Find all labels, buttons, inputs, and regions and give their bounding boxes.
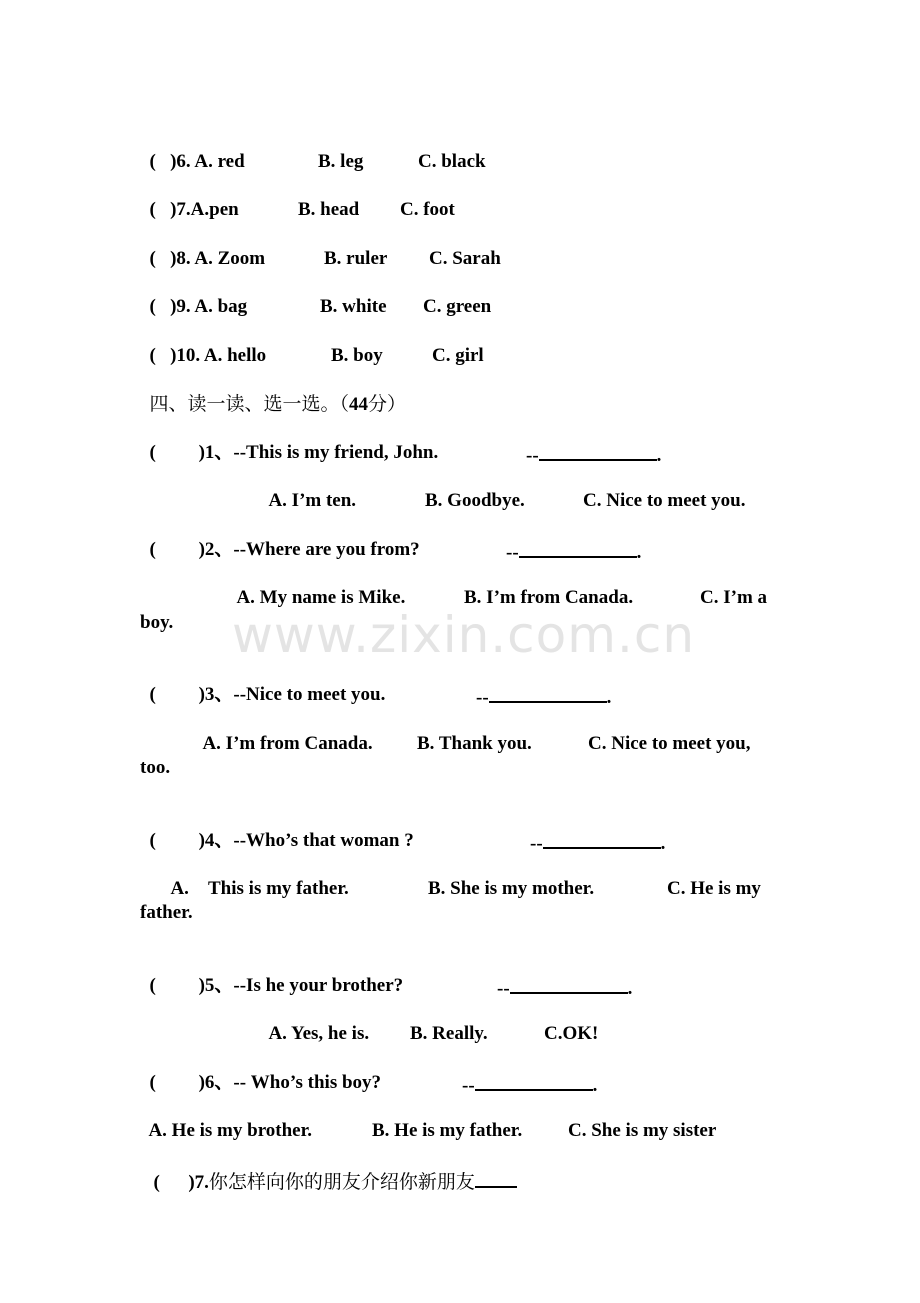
option-b: B. leg	[318, 151, 364, 172]
section-title: 四、读一读、选一选。（	[149, 393, 350, 415]
option-a: A. I’m from Canada.	[202, 733, 373, 754]
question-label: ( )5、--Is he your brother?	[149, 975, 404, 996]
answer-slot	[497, 974, 632, 1001]
option-c: C. Nice to meet you.	[583, 490, 746, 511]
period: .	[592, 1075, 598, 1096]
question-5	[140, 950, 633, 999]
option-b: B. Really.	[410, 1023, 488, 1044]
option-b: B. white	[320, 296, 387, 317]
part3-row-9	[140, 271, 492, 319]
answer-slot	[476, 683, 611, 710]
option-b: B. head	[298, 199, 360, 220]
option-b: B. I’m from Canada.	[464, 587, 634, 608]
dash: --	[476, 687, 489, 708]
period: .	[606, 687, 612, 708]
option-c: C. He is my	[667, 878, 761, 899]
question-label: ( )6、-- Who’s this boy?	[149, 1072, 382, 1093]
part3-row-7	[140, 174, 455, 222]
question-paren: ( )7.	[153, 1172, 209, 1193]
option-c: C. green	[423, 296, 492, 317]
answer-blank[interactable]	[539, 441, 657, 461]
item-number: 6.	[176, 151, 191, 172]
dash: --	[526, 445, 539, 466]
question-label: ( )3、--Nice to meet you.	[149, 684, 386, 705]
item-number: 9.	[176, 296, 191, 317]
dash: --	[462, 1075, 475, 1096]
answer-blank[interactable]	[475, 1168, 517, 1188]
watermark: www.zixin.com.cn	[232, 606, 696, 664]
answer-blank[interactable]	[543, 829, 661, 849]
question-2-wrap: boy.	[140, 612, 174, 633]
section-score: 44	[349, 394, 369, 415]
answer-paren: ( )	[149, 345, 177, 366]
question-6-options	[140, 1095, 717, 1143]
question-5-options	[260, 998, 599, 1046]
question-label: ( )4、--Who’s that woman ?	[149, 830, 414, 851]
option-a: A. Yes, he is.	[268, 1023, 370, 1044]
answer-paren: ( )	[149, 151, 177, 172]
option-c: C. foot	[400, 199, 455, 220]
option-c: C. Nice to meet you,	[588, 733, 751, 754]
part3-row-8	[140, 223, 501, 271]
question-text: 你怎样向你的朋友介绍你新朋友	[208, 1171, 475, 1193]
part3-row-6	[140, 126, 486, 174]
item-number: 8.	[176, 248, 191, 269]
option-a: A. My name is Mike.	[236, 587, 406, 608]
option-a: A. hello	[203, 345, 267, 366]
option-c: C. Sarah	[429, 248, 501, 269]
question-3-wrap: too.	[140, 757, 171, 778]
question-3-options	[194, 708, 751, 756]
option-a: A. red	[194, 151, 245, 172]
option-c: C. girl	[432, 345, 484, 366]
question-7	[144, 1144, 517, 1195]
period: .	[636, 542, 642, 563]
option-b: B. He is my father.	[372, 1120, 523, 1141]
item-number: 7.	[176, 199, 191, 220]
section-title-end: 分）	[368, 393, 407, 415]
answer-blank[interactable]	[519, 538, 637, 558]
option-b: B. Goodbye.	[425, 490, 525, 511]
period: .	[656, 445, 662, 466]
answer-slot	[462, 1071, 597, 1098]
option-b: B. ruler	[324, 248, 388, 269]
question-2	[140, 514, 642, 563]
question-1	[140, 417, 662, 466]
question-label: ( )1、--This is my friend, John.	[149, 442, 439, 463]
question-3	[140, 659, 612, 708]
period: .	[627, 978, 633, 999]
option-a: A. Zoom	[194, 248, 266, 269]
option-a: A. He is my brother.	[148, 1120, 313, 1141]
answer-slot	[530, 829, 665, 856]
question-label: ( )2、--Where are you from?	[149, 539, 420, 560]
answer-blank[interactable]	[475, 1071, 593, 1091]
answer-paren: ( )	[149, 296, 177, 317]
part3-row-10	[140, 320, 484, 368]
answer-blank[interactable]	[510, 974, 628, 994]
option-a: This is my father.	[208, 878, 349, 899]
option-c: C. She is my sister	[568, 1120, 717, 1141]
answer-paren: ( )	[149, 199, 177, 220]
section-4-heading	[140, 368, 406, 417]
option-c: C.OK!	[544, 1023, 599, 1044]
period: .	[660, 833, 666, 854]
dash: --	[506, 542, 519, 563]
question-4-wrap: father.	[140, 902, 193, 923]
answer-slot	[506, 538, 641, 565]
question-4-options	[162, 853, 761, 901]
option-b: B. boy	[331, 345, 383, 366]
answer-slot	[526, 441, 661, 468]
option-a: A. bag	[194, 296, 248, 317]
option-b: B. She is my mother.	[428, 878, 595, 899]
option-b: B. Thank you.	[417, 733, 532, 754]
question-6	[140, 1047, 598, 1096]
option-c: C. I’m a	[700, 587, 768, 608]
option-a: A.pen	[190, 199, 239, 220]
question-2-options	[228, 562, 768, 610]
answer-paren: ( )	[149, 248, 177, 269]
option-c: C. black	[418, 151, 486, 172]
question-4	[140, 805, 666, 854]
answer-blank[interactable]	[489, 683, 607, 703]
dash: --	[530, 833, 543, 854]
item-number: 10.	[176, 345, 201, 366]
question-1-options	[260, 465, 746, 513]
option-a-letter: A.	[170, 878, 189, 899]
dash: --	[497, 978, 510, 999]
option-a: A. I’m ten.	[268, 490, 357, 511]
